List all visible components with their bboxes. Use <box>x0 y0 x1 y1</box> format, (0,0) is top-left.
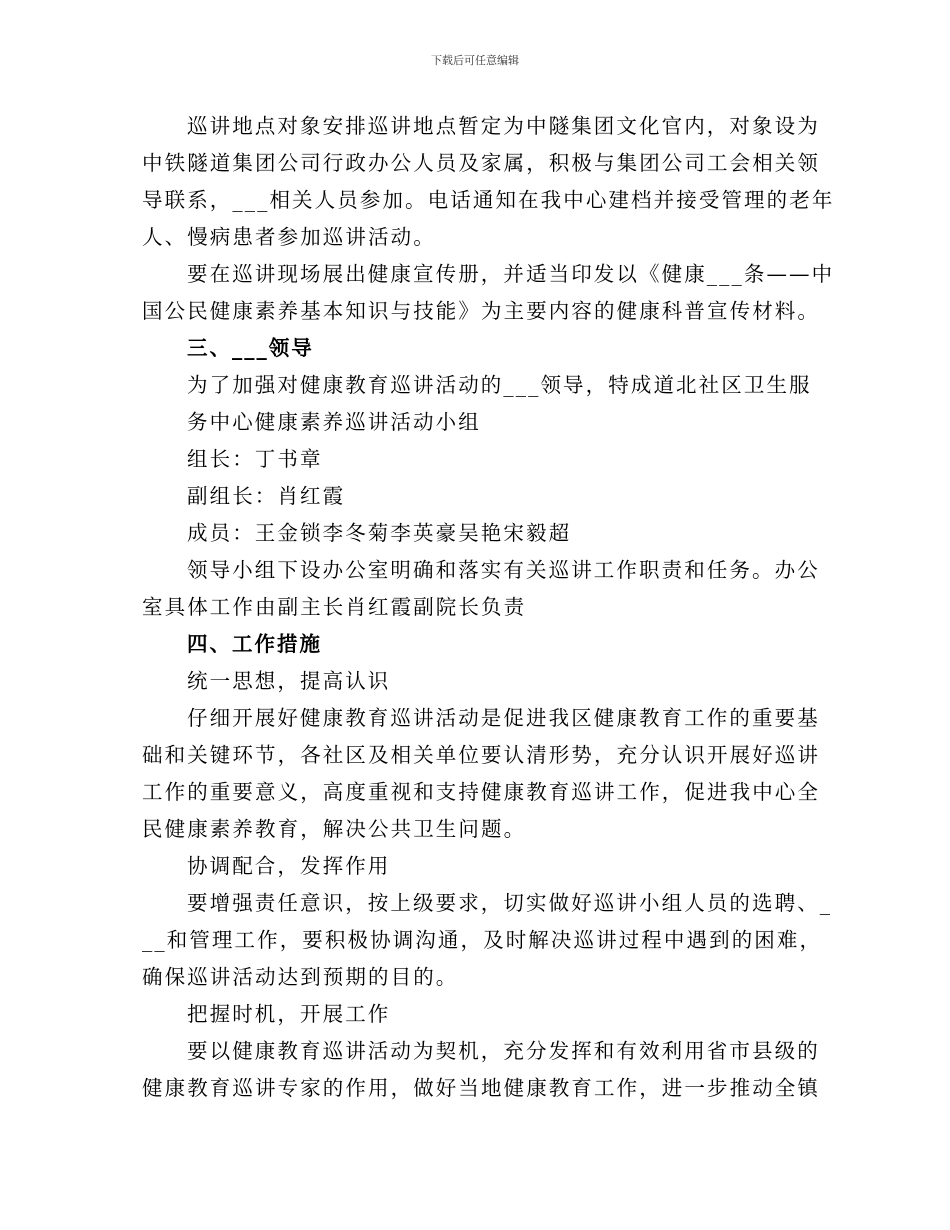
text-line: 工作的重要意义，高度重视和支持健康教育巡讲工作，促进我中心全 <box>142 780 820 804</box>
text-line: 健康教育巡讲专家的作用，做好当地健康教育工作，进一步推动全镇 <box>142 1076 820 1100</box>
text-line: 巡讲地点对象安排巡讲地点暂定为中隧集团文化官内，对象设为 <box>187 114 820 138</box>
text-line: 把握时机，开展工作 <box>187 1002 391 1026</box>
text-line: 导联系，___相关人员参加。电话通知在我中心建档并接受管理的老年 <box>142 188 835 212</box>
text-line: 础和关键环节，各社区及相关单位要认清形势，充分认识开展好巡讲 <box>142 743 820 767</box>
text-line: 民健康素养教育，解决公共卫生问题。 <box>142 817 527 841</box>
text-line: 领导小组下设办公室明确和落实有关巡讲工作职责和任务。办公 <box>187 558 820 582</box>
text-line: 仔细开展好健康教育巡讲活动是促进我区健康教育工作的重要基 <box>187 706 820 730</box>
page-header-note: 下载后可任意编辑 <box>431 54 519 67</box>
text-line: 组长：丁书章 <box>187 447 323 471</box>
text-line: __和管理工作，要积极协调沟通，及时解决巡讲过程中遇到的困难， <box>142 928 823 952</box>
text-line: 室具体工作由副主长肖红霞副院长负责 <box>142 595 527 619</box>
text-line: 国公民健康素养基本知识与技能》为主要内容的健康科普宣传材料。 <box>142 299 820 323</box>
text-line: 成员：王金锁李冬菊李英豪吴艳宋毅超 <box>187 521 572 545</box>
document-body <box>142 108 835 1107</box>
text-line: 中铁隧道集团公司行政办公人员及家属，积极与集团公司工会相关领 <box>142 151 820 175</box>
text-line: 要在巡讲现场展出健康宣传册，并适当印发以《健康___条——中 <box>187 262 835 286</box>
text-line: 要增强责任意识，按上级要求，切实做好巡讲小组人员的选聘、_ <box>187 891 833 915</box>
text-line: 要以健康教育巡讲活动为契机，充分发挥和有效利用省市县级的 <box>187 1039 820 1063</box>
section-heading: 四、工作措施 <box>187 632 322 656</box>
text-line: 协调配合，发挥作用 <box>187 854 391 878</box>
text-line: 人、慢病患者参加巡讲活动。 <box>142 225 436 249</box>
text-line: 为了加强对健康教育巡讲活动的___领导，特成道北社区卫生服 <box>187 373 812 397</box>
section-heading: 三、___领导 <box>187 336 314 360</box>
text-line: 副组长：肖红霞 <box>187 484 346 508</box>
text-line: 统一思想，提高认识 <box>187 669 391 693</box>
text-line: 务中心健康素养巡讲活动小组 <box>187 410 481 434</box>
text-line: 确保巡讲活动达到预期的目的。 <box>142 965 459 989</box>
